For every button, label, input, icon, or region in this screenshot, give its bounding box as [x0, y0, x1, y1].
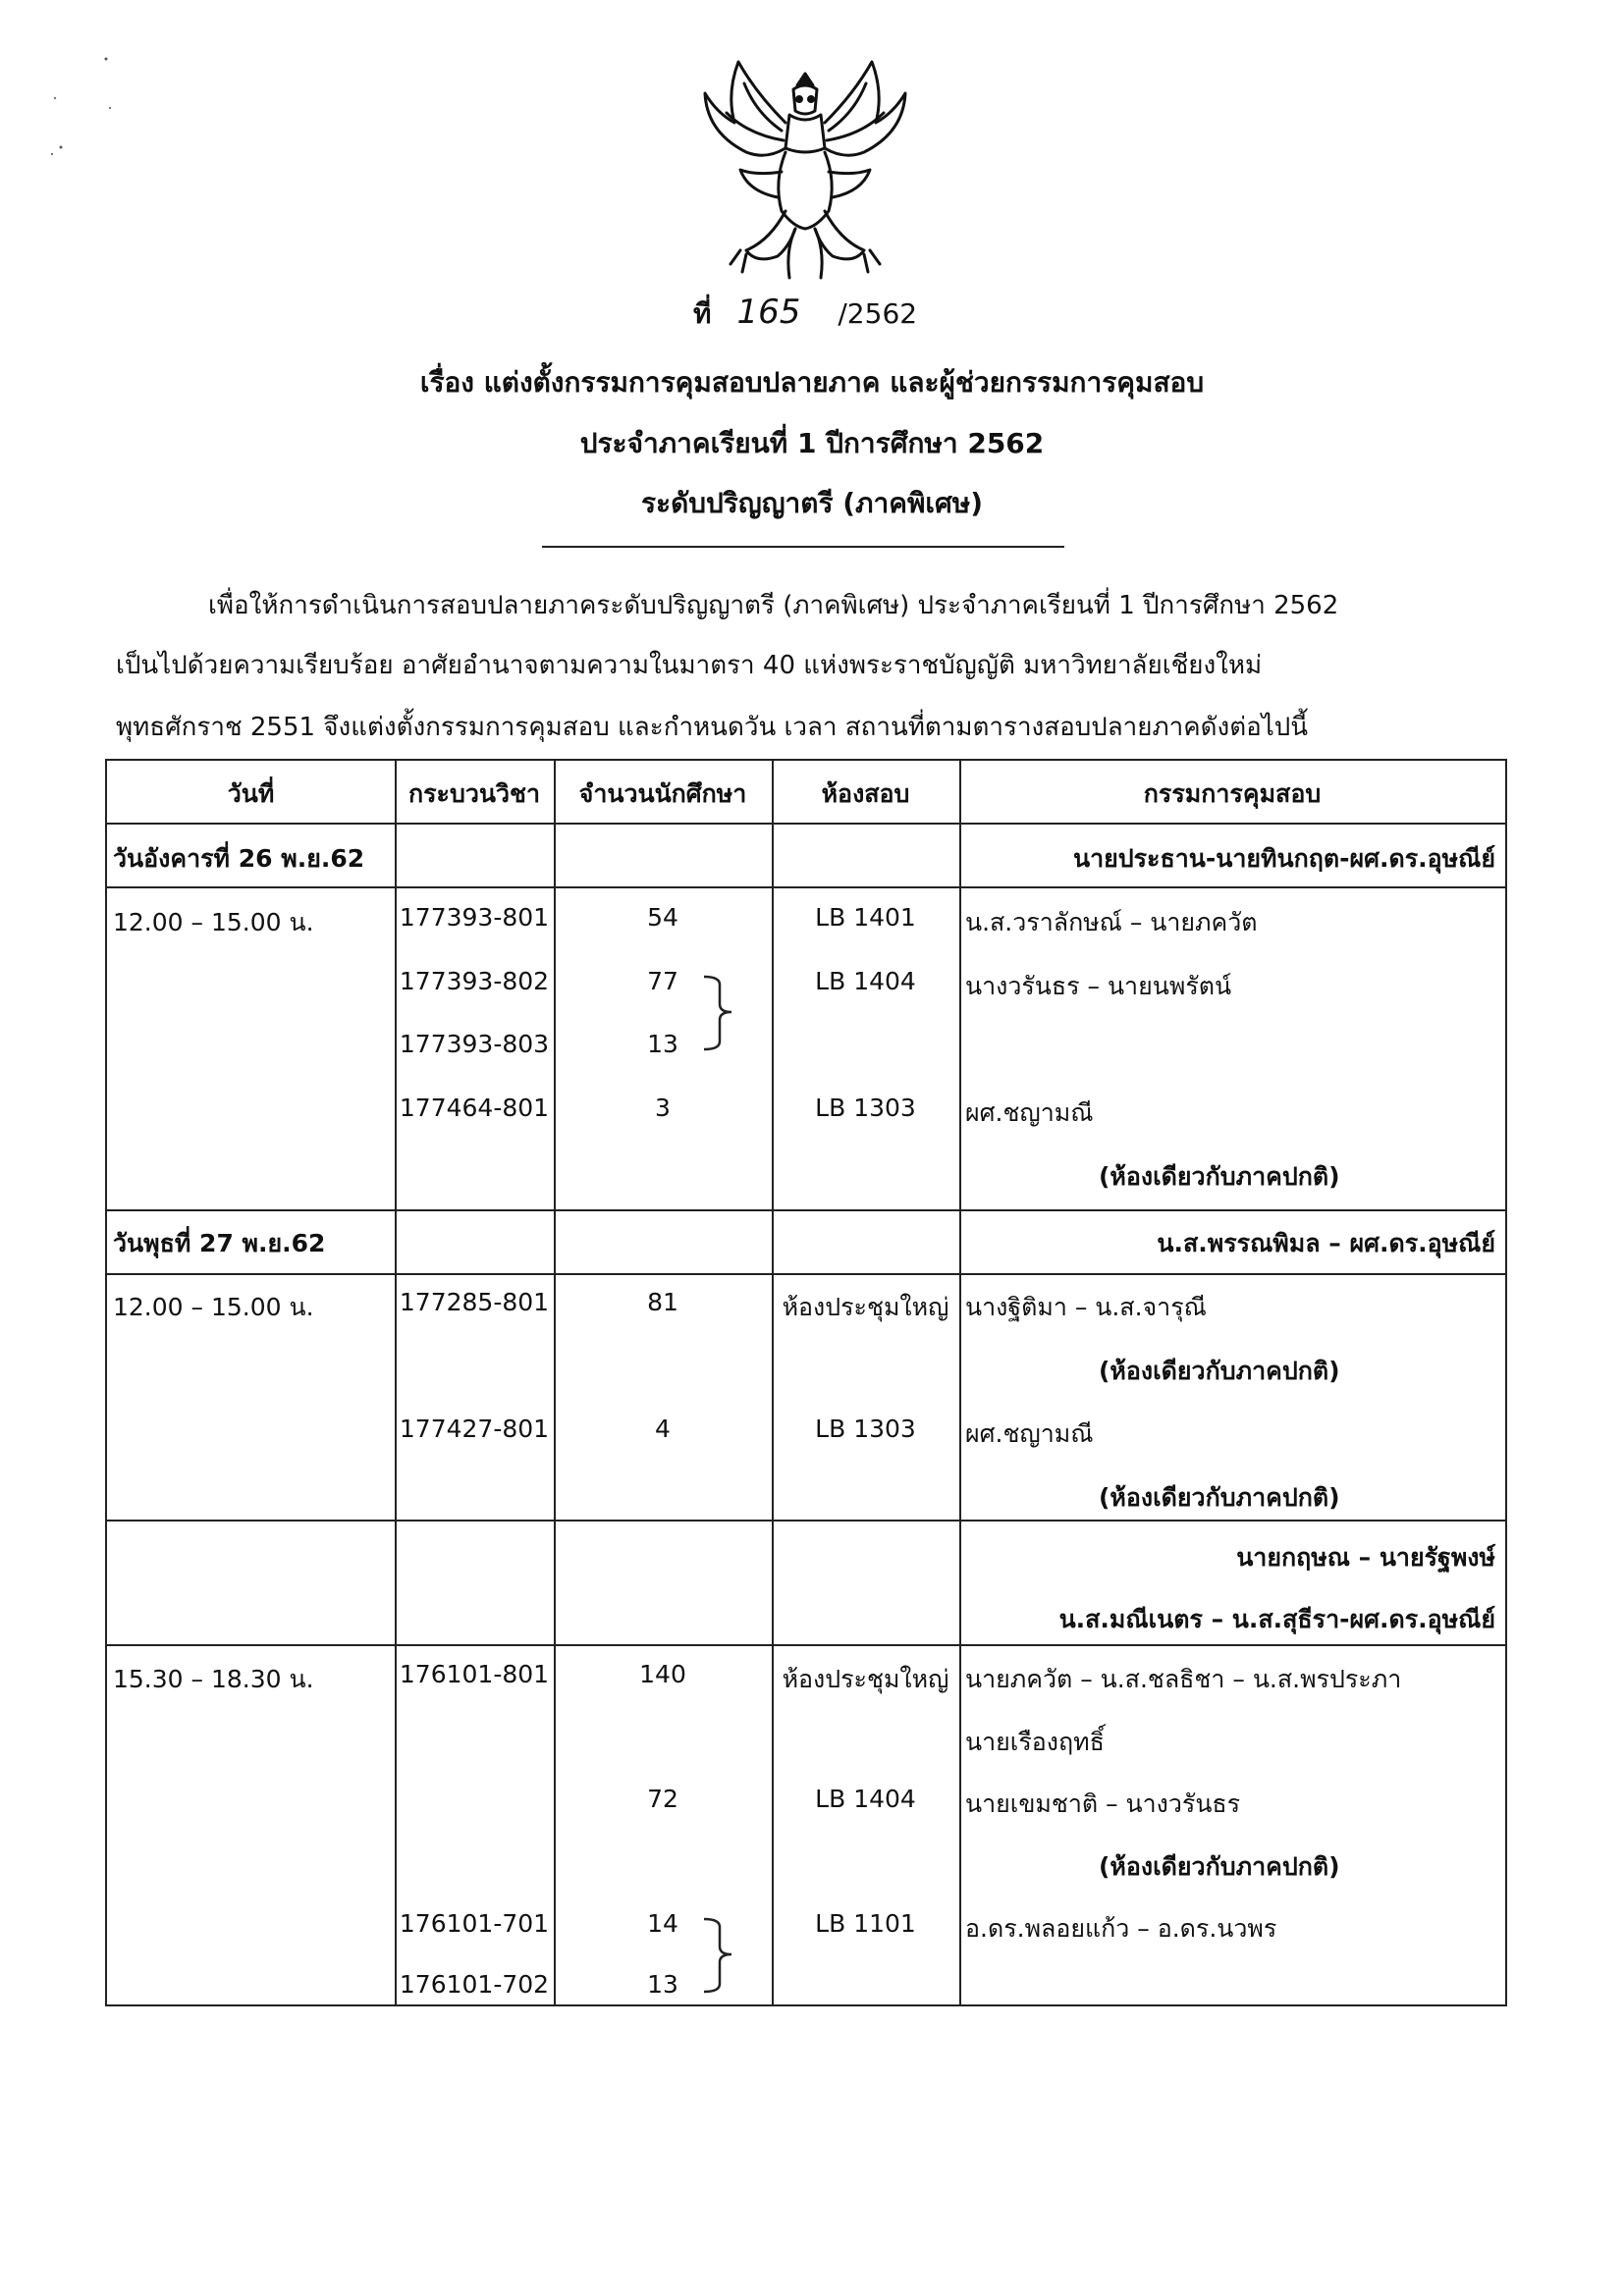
- day1-label: วันอังคารที่ 26 พ.ย.62: [113, 844, 365, 873]
- course-code: 177393-801: [399, 903, 550, 932]
- exam-room: LB 1101: [815, 1909, 916, 1938]
- student-count: 81: [647, 1288, 678, 1316]
- course-code: 176101-701: [399, 1909, 550, 1938]
- row-divider: [107, 886, 1505, 888]
- course-code: 176101-702: [399, 1970, 550, 1999]
- course-code: 177393-802: [399, 967, 550, 995]
- student-count: 13: [647, 1970, 678, 1999]
- day2-time: 12.00 – 15.00 น.: [113, 1293, 314, 1321]
- proctor-names: นายเขมชาติ – นางวรันธร: [965, 1789, 1241, 1818]
- same-room-note: (ห้องเดียวกับภาคปกติ): [1099, 1357, 1340, 1385]
- exam-room: ห้องประชุมใหญ่: [782, 1293, 949, 1321]
- day1-time: 12.00 – 15.00 น.: [113, 908, 314, 936]
- student-count: 140: [639, 1660, 686, 1688]
- body-paragraph-line-2: เป็นไปด้วยความเรียบร้อย อาศัยอำนาจตามความในมาตรา 40 แห่งพระราชบัญญัติ มหาวิทยาลัยเชียงใหม่: [116, 651, 1263, 680]
- exam-room: LB 1404: [815, 1785, 916, 1813]
- scan-specks: [49, 54, 118, 162]
- session3-chief-line-2: น.ส.มณีเนตร – น.ส.สุธีรา-ผศ.ดร.อุษณีย์: [1058, 1605, 1495, 1633]
- semester-line: ประจำภาคเรียนที่ 1 ปีการศึกษา 2562: [579, 427, 1045, 459]
- course-code: 176101-801: [399, 1660, 550, 1688]
- subject-line: เรื่อง แต่งตั้งกรรมการคุมสอบปลายภาค และผู้ช่วยกรรมการคุมสอบ: [419, 366, 1205, 399]
- level-line: ระดับปริญญาตรี (ภาคพิเศษ): [640, 487, 984, 519]
- garuda-emblem: [687, 54, 923, 285]
- column-divider: [395, 761, 397, 2004]
- day1-chief: นายประธาน-นายทินกฤต-ผศ.ดร.อุษณีย์: [1072, 844, 1495, 873]
- proctor-names: นายภควัต – น.ส.ชลธิชา – น.ส.พรประภา: [965, 1665, 1402, 1693]
- proctor-names: นางฐิติมา – น.ส.จารุณี: [965, 1293, 1207, 1321]
- body-paragraph-line-1: เพื่อให้การดำเนินการสอบปลายภาคระดับปริญญาตรี (ภาคพิเศษ) ประจำภาคเรียนที่ 1 ปีการศึกษา 2562: [208, 591, 1339, 620]
- proctor-names: ผศ.ชญามณี: [965, 1419, 1094, 1448]
- same-room-note: (ห้องเดียวกับภาคปกติ): [1099, 1852, 1340, 1881]
- document-number-value: 165: [736, 293, 801, 332]
- document-year: /2562: [838, 297, 918, 330]
- exam-room: LB 1303: [815, 1094, 916, 1122]
- row-divider: [107, 1644, 1505, 1646]
- day2-chief: น.ส.พรรณพิมล – ผศ.ดร.อุษณีย์: [1157, 1229, 1495, 1257]
- proctor-names: ผศ.ชญามณี: [965, 1098, 1094, 1127]
- proctor-names: น.ส.วราลักษณ์ – นายภควัต: [965, 908, 1258, 936]
- student-count: 72: [647, 1785, 678, 1813]
- student-count: 14: [647, 1909, 678, 1938]
- student-count: 54: [647, 903, 678, 932]
- exam-room: LB 1404: [815, 967, 916, 995]
- student-count: 3: [655, 1094, 671, 1122]
- body-paragraph-line-3: พุทธศักราช 2551 จึงแต่งตั้งกรรมการคุมสอบ และกำหนดวัน เวลา สถานที่ตามตารางสอบปลายภาคดังต่อไปนี้: [116, 713, 1309, 742]
- proctor-names-continued: นายเรืองฤทธิ์: [965, 1728, 1105, 1756]
- column-divider: [959, 761, 961, 2004]
- header-proctors: กรรมการคุมสอบ: [1143, 779, 1322, 808]
- session3-time: 15.30 – 18.30 น.: [113, 1665, 314, 1693]
- exam-room: LB 1303: [815, 1415, 916, 1443]
- grouping-brace: [702, 971, 741, 1053]
- document-number-label: ที่: [693, 297, 712, 330]
- same-room-note: (ห้องเดียวกับภาคปกติ): [1099, 1162, 1340, 1191]
- header-room: ห้องสอบ: [821, 779, 910, 808]
- course-code: 177285-801: [399, 1288, 550, 1316]
- header-course: กระบวนวิชา: [407, 779, 541, 808]
- day2-label: วันพุธที่ 27 พ.ย.62: [113, 1229, 326, 1257]
- exam-room: ห้องประชุมใหญ่: [782, 1665, 949, 1693]
- student-count: 4: [655, 1415, 671, 1443]
- row-divider: [107, 1273, 1505, 1275]
- row-divider: [107, 1209, 1505, 1211]
- row-divider: [107, 1520, 1505, 1522]
- student-count: 77: [647, 967, 678, 995]
- header-students: จำนวนนักศึกษา: [578, 779, 747, 808]
- course-code: 177464-801: [399, 1094, 550, 1122]
- student-count: 13: [647, 1030, 678, 1058]
- header-date: วันที่: [227, 779, 275, 808]
- course-code: 177393-803: [399, 1030, 550, 1058]
- session3-chief-line-1: นายกฤษณ – นายรัฐพงษ์: [1236, 1543, 1495, 1572]
- exam-schedule-table: [105, 759, 1507, 2006]
- title-divider: [542, 546, 1064, 548]
- proctor-names: นางวรันธร – นายนพรัตน์: [965, 972, 1232, 1000]
- proctor-names: อ.ดร.พลอยแก้ว – อ.ดร.นวพร: [965, 1914, 1277, 1943]
- course-code: 177427-801: [399, 1415, 550, 1443]
- same-room-note: (ห้องเดียวกับภาคปกติ): [1099, 1483, 1340, 1512]
- column-divider: [772, 761, 774, 2004]
- grouping-brace: [702, 1913, 741, 1996]
- document-number: [693, 293, 917, 336]
- exam-room: LB 1401: [815, 903, 916, 932]
- row-divider: [107, 823, 1505, 825]
- column-divider: [554, 761, 556, 2004]
